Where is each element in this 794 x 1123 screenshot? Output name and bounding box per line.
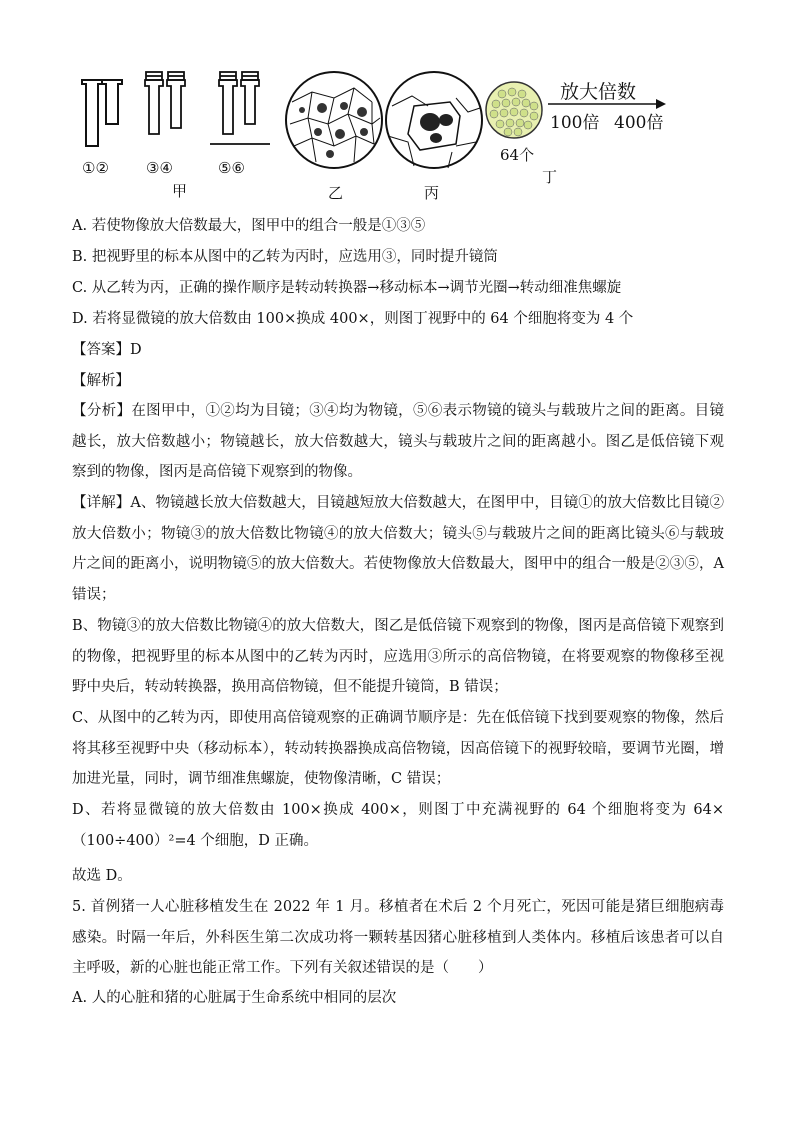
xiangjie-d-paragraph: D、若将显微镜的放大倍数由 100×换成 400×，则图丁中充满视野的 64 个细胞将变为 64×（100÷400）²=4 个细胞，D 正确。 (72, 802, 724, 849)
xiangjie-tag: 【详解】 (72, 495, 131, 511)
view-ding (486, 82, 542, 138)
option-c: C. 从乙转为丙，正确的操作顺序是转动转换器→移动标本→调节光圈→转动细准焦螺旋 (72, 280, 622, 296)
cell-count-label: 64个 (500, 146, 535, 164)
fenxi-paragraph (72, 396, 724, 488)
label-34: ③④ (146, 159, 173, 177)
answer-tag: 【答案】 (72, 342, 130, 358)
answer-line (72, 340, 142, 360)
fenxi-text: 在图甲中，①②均为目镜；③④均为物镜，⑤⑥表示物镜的镜头与载玻片之间的距离。目镜越长，放大倍数越小；物镜越长，放大倍数越大，镜头与载玻片之间的距离越小。图乙是低倍镜下观察到的物像，图丙是高倍镜下观察到的物像。 (72, 403, 725, 481)
arrow-label: 放大倍数 (560, 81, 637, 103)
fenxi-tag: 【分析】 (72, 403, 132, 419)
mag-high: 400倍 (614, 113, 664, 133)
answer-value: D (130, 342, 142, 358)
label-56: ⑤⑥ (218, 159, 245, 177)
option-a: A. 若使物像放大倍数最大，图甲中的组合一般是①③⑤ (72, 218, 426, 234)
xiangjie-a-text: A、物镜越长放大倍数越大，目镜越短放大倍数越大，在图甲中，目镜①的放大倍数比目镜②放大倍数小；物镜③的放大倍数比物镜④的放大倍数大；镜头⑤与载玻片之间的距离比镜头⑥与载玻片之间的距离小，说明物镜⑤的放大倍数大。若使物像放大倍数最大，图甲中的组合一般是②③⑤，A 错误； (72, 495, 725, 604)
objective-group-56 (210, 72, 270, 144)
mag-low: 100倍 (550, 113, 600, 133)
microscope-figure (72, 62, 672, 212)
xiangjie-b-paragraph: B、物镜③的放大倍数比物镜④的放大倍数大，图乙是低倍镜下观察到的物像，图丙是高倍镜下观察到的物像，把视野里的标本从图中的乙转为丙时，应选用③所示的高倍物镜，在将要观察的物像移至视野中央后，转动转换器，换用高倍物镜，但不能提升镜筒，B 错误； (72, 618, 724, 696)
eyepiece-group (82, 80, 122, 146)
objective-group-34 (145, 72, 185, 134)
caption-jia: 甲 (172, 182, 188, 200)
question-5-text: 5. 首例猪一人心脏移植发生在 2022 年 1 月。移植者在术后 2 个月死亡，死因可能是猪巨细胞病毒感染。时隔一年后，外科医生第二次成功将一颗转基因猪心脏移植到人类体内。移植后该患者可以自主呼吸，新的心脏也能正常工作。下列有关叙述错误的是（ ） (72, 899, 724, 977)
option-b: B. 把视野里的标本从图中的乙转为丙时，应选用③，同时提升镜筒 (72, 249, 498, 265)
label-12: ①② (82, 159, 109, 177)
caption-yi: 乙 (328, 184, 344, 202)
view-bing (386, 72, 482, 168)
caption-ding: 丁 (542, 168, 558, 186)
xiangjie-c-paragraph: C、从图中的乙转为丙，即使用高倍镜观察的正确调节顺序是：先在低倍镜下找到要观察的物像，然后将其移至视野中央（移动标本），转动转换器换成高倍物镜，因高倍镜下的视野较暗，要调节光圈，增加进光量，同时，调节细准焦螺旋，使物像清晰，C 错误； (72, 710, 724, 788)
view-yi (286, 72, 382, 168)
xiangjie-a-paragraph (72, 488, 724, 611)
caption-bing: 丙 (424, 184, 440, 202)
conclusion: 故选 D。 (72, 868, 132, 884)
option-d: D. 若将显微镜的放大倍数由 100×换成 400×，则图丁视野中的 64 个细胞将变为 4 个 (72, 311, 634, 327)
question-5-option-a: A. 人的心脏和猪的心脏属于生命系统中相同的层次 (72, 990, 397, 1006)
analysis-tag: 【解析】 (72, 373, 130, 389)
